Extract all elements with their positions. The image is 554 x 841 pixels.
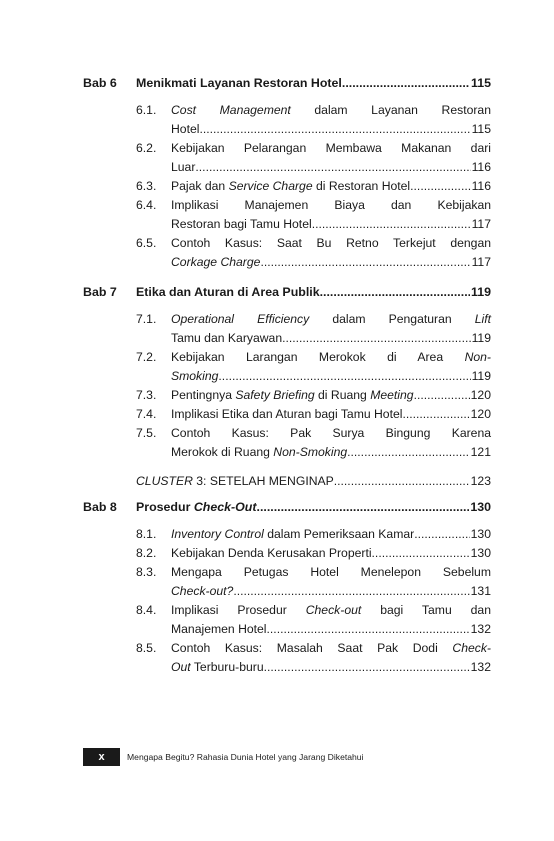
section-title	[171, 386, 491, 405]
toc-entry[interactable]	[136, 544, 491, 563]
section-title-last-line	[171, 329, 491, 348]
section-title-last-line	[171, 544, 491, 563]
section-title-line: Contoh Kasus: Masalah Saat Pak Dodi Check-	[171, 641, 491, 655]
section-page-number: 115	[471, 122, 491, 136]
section-page-number: 130	[470, 546, 491, 560]
section-page-number: 117	[471, 217, 491, 231]
cluster-title: CLUSTER 3: SETELAH MENGINAP	[136, 474, 334, 488]
toc-entry[interactable]	[136, 601, 491, 639]
dot-leader	[195, 158, 470, 177]
toc-entry[interactable]	[136, 177, 491, 196]
dot-leader	[414, 386, 470, 405]
toc-entry[interactable]	[136, 424, 491, 462]
section-title	[171, 405, 491, 424]
section-number: 8.3.	[136, 565, 157, 579]
dot-leader	[402, 405, 469, 424]
chapter-title-line	[136, 73, 491, 93]
section-page-number: 131	[470, 584, 491, 598]
section-list	[136, 525, 491, 677]
dot-leader	[342, 73, 470, 93]
dot-leader	[282, 329, 470, 348]
toc-entry[interactable]	[136, 639, 491, 677]
section-page-number: 116	[471, 179, 491, 193]
chapter-page-number: 130	[470, 500, 491, 514]
section-page-number: 132	[470, 622, 491, 636]
chapter-title-line	[136, 497, 491, 517]
toc-entry[interactable]	[136, 386, 491, 405]
section-title	[171, 196, 491, 234]
page-footer	[83, 748, 363, 766]
chapter-heading[interactable]	[83, 282, 491, 302]
dot-leader	[334, 472, 470, 491]
section-title	[171, 544, 491, 563]
table-of-contents	[83, 69, 491, 687]
section-page-number: 119	[471, 331, 491, 345]
dot-leader	[414, 525, 469, 544]
section-title-text: Merokok di Ruang Non-Smoking	[171, 445, 348, 459]
section-title-last-line	[171, 525, 491, 544]
section-title-last-line	[171, 658, 491, 677]
section-title-text: Tamu dan Karyawan	[171, 331, 283, 345]
section-title-last-line	[171, 215, 491, 234]
section-title	[171, 424, 491, 462]
dot-leader	[312, 215, 471, 234]
section-number: 6.2.	[136, 141, 157, 155]
chapter-title: Etika dan Aturan di Area Publik	[136, 285, 320, 299]
section-title-line: Kebijakan Larangan Merokok di Area Non-	[171, 350, 491, 364]
section-title-text: Luar	[171, 160, 196, 174]
section-number: 8.4.	[136, 603, 157, 617]
dot-leader	[199, 120, 470, 139]
section-list	[136, 310, 491, 462]
section-number: 6.5.	[136, 236, 157, 250]
section-page-number: 120	[470, 407, 491, 421]
section-title	[171, 177, 491, 196]
section-title-last-line	[171, 367, 491, 386]
section-title-last-line	[171, 158, 491, 177]
chapter-number: Bab 8	[83, 500, 117, 514]
section-number: 6.4.	[136, 198, 157, 212]
section-title-last-line	[171, 253, 491, 272]
section-title	[171, 525, 491, 544]
section-title-last-line	[171, 582, 491, 601]
toc-entry[interactable]	[136, 525, 491, 544]
section-title	[171, 348, 491, 386]
section-title-text: Restoran bagi Tamu Hotel	[171, 217, 312, 231]
section-title	[171, 639, 491, 677]
section-title	[171, 234, 491, 272]
section-title-text: Smoking	[171, 369, 219, 383]
section-title-last-line	[171, 120, 491, 139]
section-number: 8.5.	[136, 641, 157, 655]
section-title-line: Mengapa Petugas Hotel Menelepon Sebelum	[171, 565, 491, 579]
section-title-text: Out Terburu-buru	[171, 660, 264, 674]
toc-entry[interactable]	[136, 405, 491, 424]
section-list	[136, 101, 491, 272]
section-title	[171, 310, 491, 348]
cluster-page-number: 123	[470, 474, 491, 488]
section-title-last-line	[171, 405, 491, 424]
section-title	[171, 601, 491, 639]
toc-entry[interactable]	[136, 563, 491, 601]
toc-entry[interactable]	[136, 196, 491, 234]
section-title-text: Manajemen Hotel	[171, 622, 267, 636]
section-title	[171, 139, 491, 177]
chapter-heading[interactable]	[83, 73, 491, 93]
section-title-text: Corkage Charge	[171, 255, 261, 269]
toc-entry[interactable]	[136, 348, 491, 386]
section-title-line: Contoh Kasus: Saat Bu Retno Terkejut dengan	[171, 236, 491, 250]
section-title-text: Pajak dan Service Charge di Restoran Hotel	[171, 179, 411, 193]
running-book-title: Mengapa Begitu? Rahasia Dunia Hotel yang Jarang Diketahui	[127, 752, 364, 762]
section-title-text: Pentingnya Safety Briefing di Ruang Meeting	[171, 388, 414, 402]
chapter-number: Bab 7	[83, 285, 117, 299]
section-number: 7.2.	[136, 350, 157, 364]
section-title-text: Implikasi Etika dan Aturan bagi Tamu Hotel	[171, 407, 403, 421]
section-title-line: Operational Efficiency dalam Pengaturan Lift	[171, 312, 491, 326]
dot-leader	[347, 443, 470, 462]
section-title-line: Contoh Kasus: Pak Surya Bingung Karena	[171, 426, 491, 440]
section-title-line: Kebijakan Pelarangan Membawa Makanan dari	[171, 141, 491, 155]
toc-entry[interactable]	[136, 234, 491, 272]
section-number: 7.4.	[136, 407, 157, 421]
section-title-line: Implikasi Manajemen Biaya dan Kebijakan	[171, 198, 491, 212]
section-title-last-line	[171, 620, 491, 639]
section-page-number: 132	[470, 660, 491, 674]
dot-leader	[320, 282, 470, 302]
toc-entry[interactable]	[136, 310, 491, 348]
section-title	[171, 101, 491, 139]
chapter-page-number: 115	[471, 76, 491, 90]
section-title-last-line	[171, 386, 491, 405]
dot-leader	[260, 253, 470, 272]
dot-leader	[218, 367, 470, 386]
cluster-heading[interactable]	[136, 472, 491, 491]
toc-entry[interactable]	[136, 101, 491, 139]
dot-leader	[257, 497, 470, 517]
section-page-number: 121	[470, 445, 491, 459]
section-page-number: 120	[470, 388, 491, 402]
section-number: 8.2.	[136, 546, 157, 560]
section-title-line: Cost Management dalam Layanan Restoran	[171, 103, 491, 117]
chapter-heading[interactable]	[83, 497, 491, 517]
section-title-last-line	[171, 177, 491, 196]
section-page-number: 130	[470, 527, 491, 541]
dot-leader	[372, 544, 470, 563]
section-number: 7.1.	[136, 312, 157, 326]
section-title-text: Inventory Control dalam Pemeriksaan Kamar	[171, 527, 415, 541]
dot-leader	[264, 658, 470, 677]
section-title-line: Implikasi Prosedur Check-out bagi Tamu dan	[171, 603, 491, 617]
section-title-text: Kebijakan Denda Kerusakan Properti	[171, 546, 372, 560]
section-page-number: 117	[471, 255, 491, 269]
section-number: 7.3.	[136, 388, 157, 402]
chapter-page-number: 119	[471, 285, 491, 299]
section-title-text: Hotel	[171, 122, 200, 136]
section-number: 6.3.	[136, 179, 157, 193]
section-page-number: 119	[471, 369, 491, 383]
toc-entry[interactable]	[136, 139, 491, 177]
chapter-number: Bab 6	[83, 76, 117, 90]
section-page-number: 116	[471, 160, 491, 174]
dot-leader	[233, 582, 469, 601]
section-number: 8.1.	[136, 527, 157, 541]
section-title-last-line	[171, 443, 491, 462]
page-number-badge: x	[83, 748, 120, 766]
dot-leader	[267, 620, 470, 639]
chapter-title: Menikmati Layanan Restoran Hotel	[136, 76, 342, 90]
section-number: 6.1.	[136, 103, 157, 117]
dot-leader	[410, 177, 470, 196]
chapter-title: Prosedur Check-Out	[136, 500, 257, 514]
section-number: 7.5.	[136, 426, 157, 440]
section-title	[171, 563, 491, 601]
chapter-title-line	[136, 282, 491, 302]
section-title-text: Check-out?	[171, 584, 234, 598]
